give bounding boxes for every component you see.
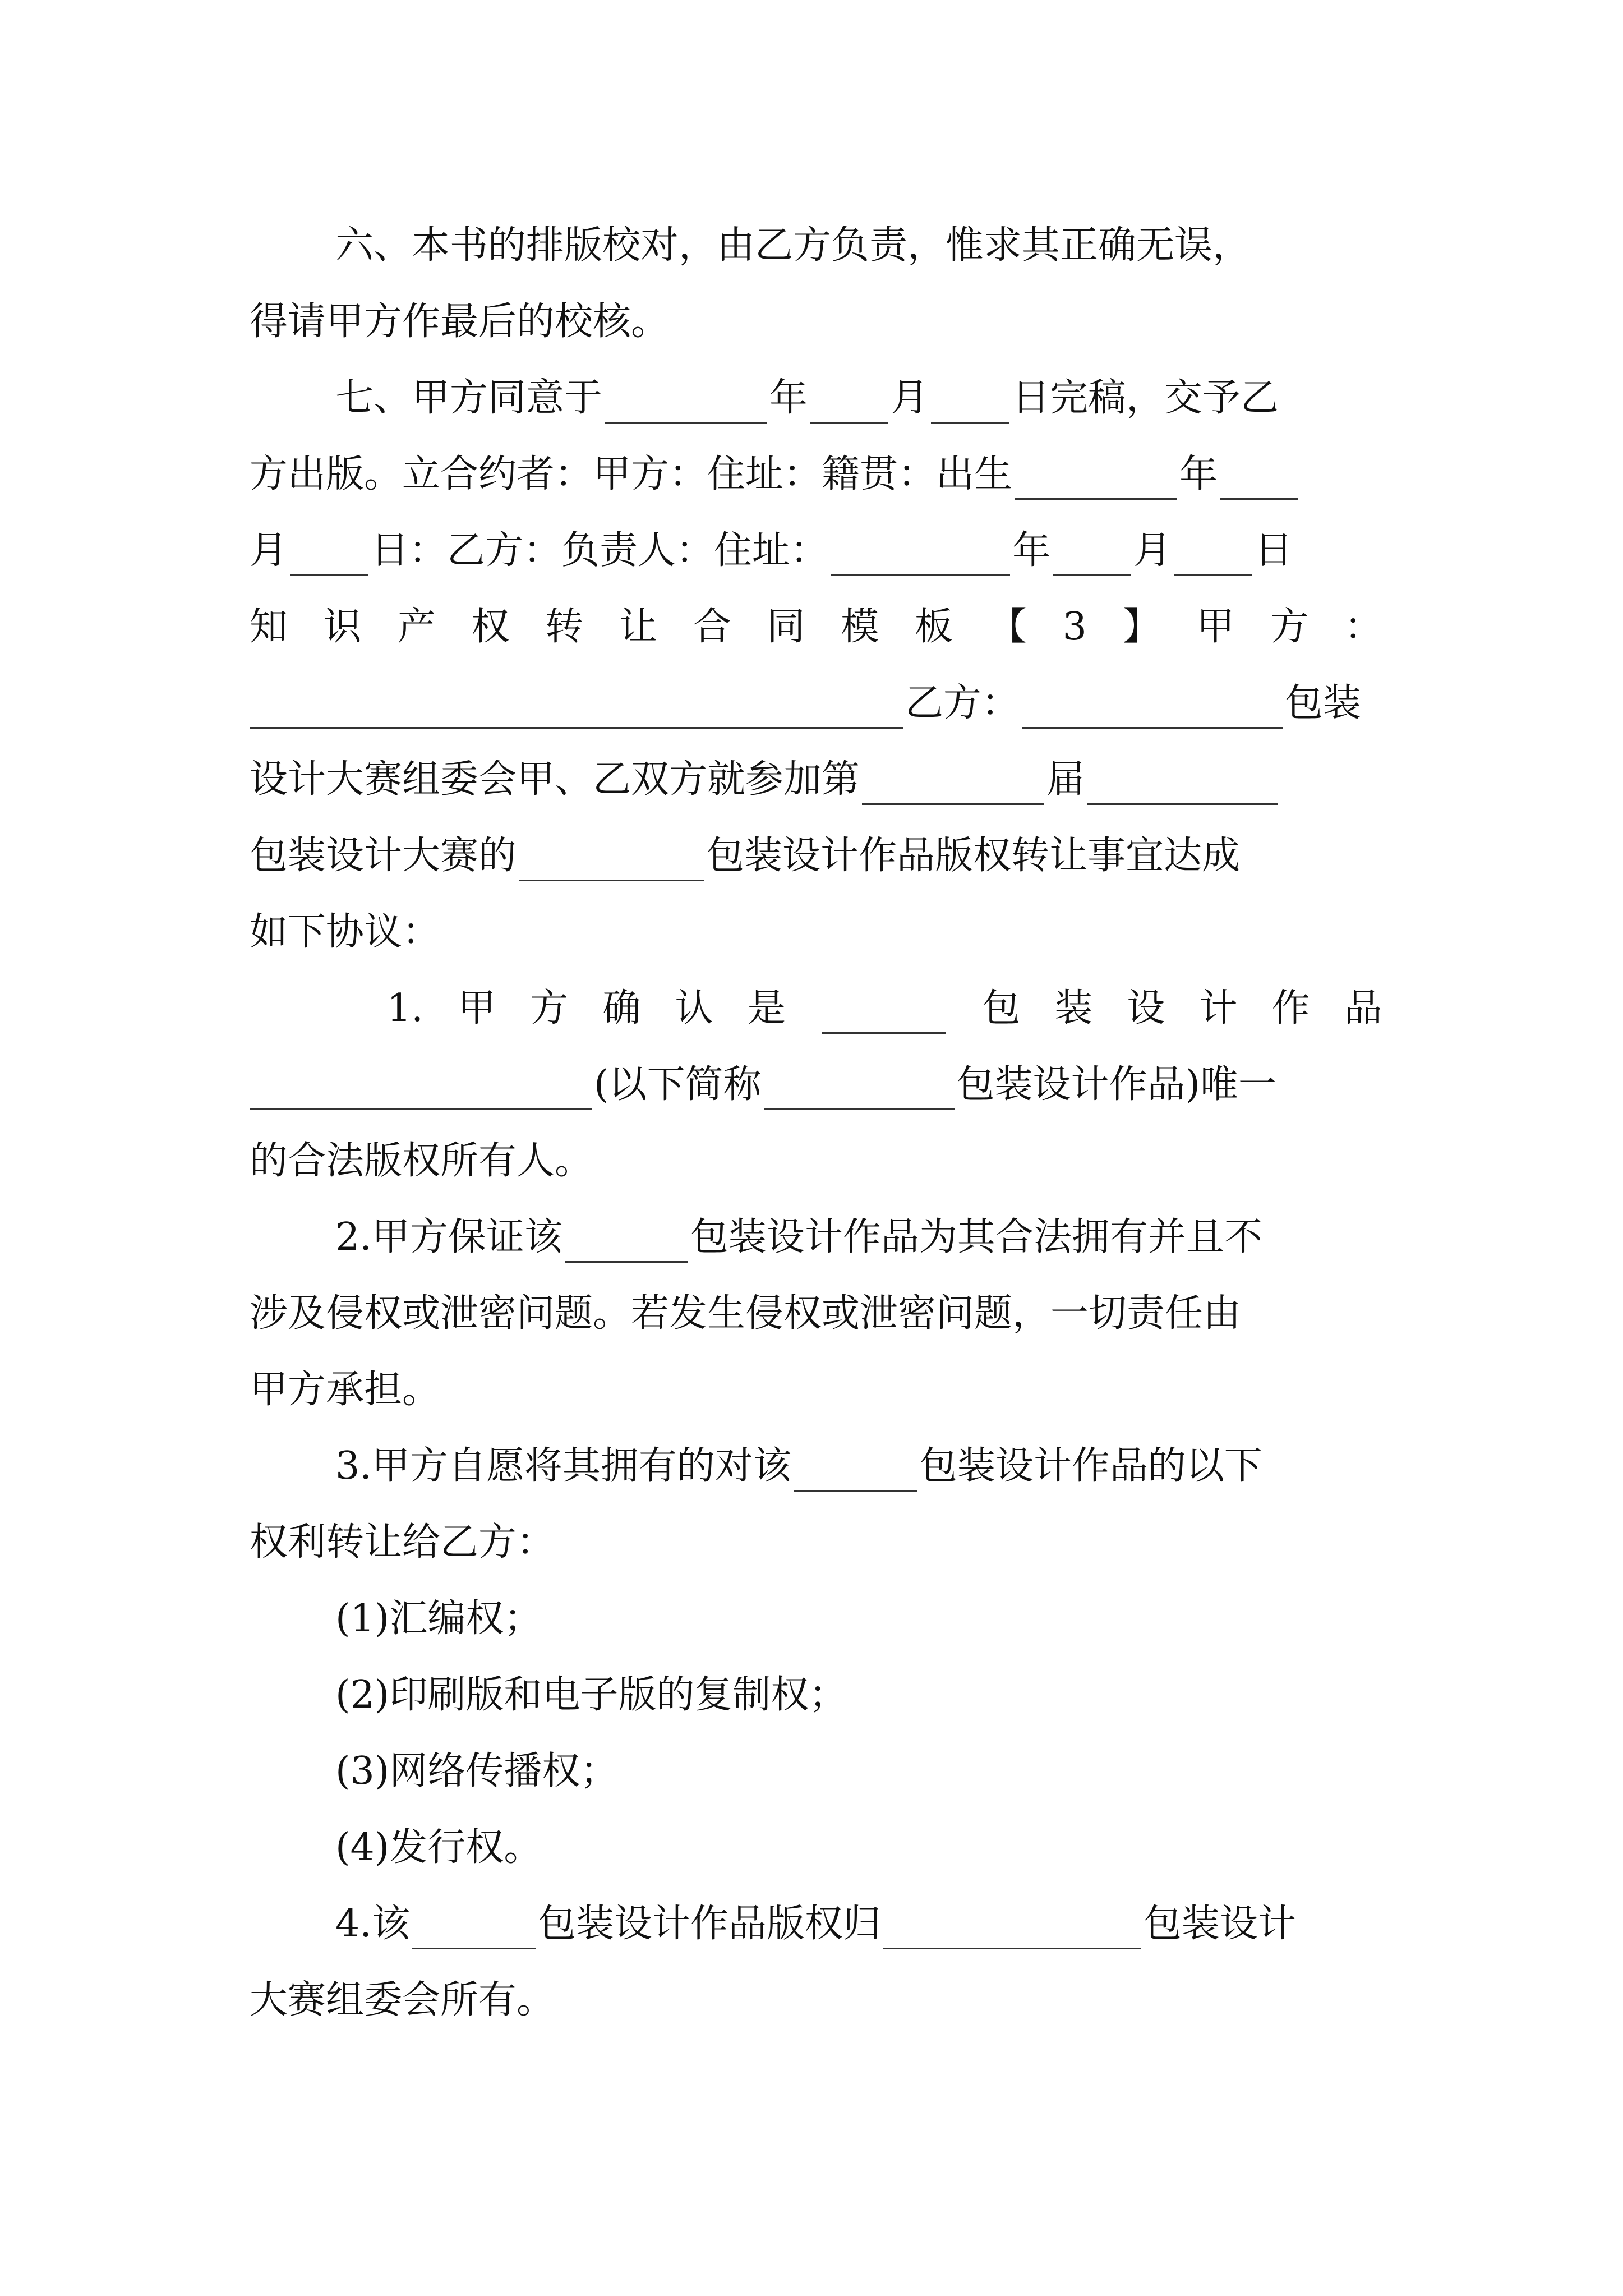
blank-work-field xyxy=(565,1222,688,1263)
item4-text: 4.该 xyxy=(335,1902,410,1946)
heading-char: 识 xyxy=(323,605,362,649)
item1-line2 xyxy=(250,1060,1382,1110)
item3-line2 xyxy=(250,1517,1382,1568)
blank-contest-field xyxy=(1087,764,1278,805)
item4-line1 xyxy=(335,1899,1382,1949)
template3-text: 包装设计作品版权转让事宜达成 xyxy=(706,834,1241,878)
blank-work-field xyxy=(822,993,946,1034)
blank-year-field xyxy=(831,535,1010,576)
item4-text: 包装设计作品版权归 xyxy=(537,1902,881,1946)
item2-line1 xyxy=(335,1212,1382,1263)
heading-char: 让 xyxy=(619,605,657,649)
clause7-text: 七、甲方同意于 xyxy=(335,376,603,420)
heading-char: 3 xyxy=(1062,605,1087,649)
heading-char: 转 xyxy=(545,605,584,649)
template3-text: 乙方： xyxy=(905,681,1020,725)
blank-session-field xyxy=(862,764,1044,805)
heading-char: 】 xyxy=(1122,605,1161,649)
heading-char: 产 xyxy=(397,605,436,649)
template3-text: 届 xyxy=(1046,757,1085,802)
blank-work-field xyxy=(412,1908,536,1949)
item3-text: 3.甲方自愿将其拥有的对该 xyxy=(335,1444,791,1488)
heading-char: 板 xyxy=(915,605,953,649)
template3-line6 xyxy=(250,754,1382,805)
clause7-text: 日：乙方：负责人：住址： xyxy=(371,528,829,573)
item1-char: 装 xyxy=(1054,986,1093,1030)
clause7-text: 方出版。立合约者：甲方：住址：籍贯：出生 xyxy=(250,452,1013,496)
item1-text: 包装设计作品)唯一 xyxy=(956,1062,1277,1107)
heading-char: 方 xyxy=(1270,605,1309,649)
blank-month-field xyxy=(1053,535,1131,576)
blank-year-field xyxy=(1015,459,1177,500)
template3-text: 包装设计大赛的 xyxy=(250,834,517,878)
item1-char: 确 xyxy=(602,986,641,1030)
clause7-text: 年 xyxy=(1179,452,1218,496)
heading-char: 合 xyxy=(693,605,731,649)
heading-char: 知 xyxy=(250,605,288,649)
item2-text: 2.甲方保证该 xyxy=(335,1215,562,1259)
rights-item xyxy=(335,1823,1382,1873)
clause6-text: 六、本书的排版校对，由乙方负责，惟求其正确无误， xyxy=(335,223,1251,268)
item1-text: 的合法版权所有人。 xyxy=(250,1139,593,1183)
template3-line7 xyxy=(250,831,1382,881)
blank-month-field xyxy=(1220,459,1298,500)
item4-text: 大赛组委会所有。 xyxy=(250,1978,555,2022)
item1-char: 1. xyxy=(387,986,423,1030)
template3-text: 包装 xyxy=(1285,681,1362,725)
heading-char: ： xyxy=(1344,605,1382,649)
template3-line8 xyxy=(250,907,1382,958)
blank-day-field xyxy=(1174,535,1252,576)
item1-char: 包 xyxy=(982,986,1021,1030)
blank-work-field xyxy=(794,1451,917,1492)
clause7-text: 年 xyxy=(769,376,808,420)
rights-text: (4)发行权。 xyxy=(335,1825,542,1870)
item3-text: 权利转让给乙方： xyxy=(250,1520,555,1565)
clause7-line1 xyxy=(335,373,1382,424)
blank-work-field xyxy=(519,840,704,881)
item4-text: 包装设计 xyxy=(1143,1902,1296,1946)
template3-text: 设计大赛组委会甲、乙双方就参加第 xyxy=(250,757,860,802)
item4-line2 xyxy=(250,1975,1382,2026)
heading-char: 同 xyxy=(767,605,805,649)
blank-organizer-field xyxy=(883,1908,1141,1949)
clause6-line1 xyxy=(335,220,1382,271)
rights-item xyxy=(335,1746,1382,1797)
rights-item xyxy=(335,1594,1382,1644)
blank-year-field xyxy=(605,383,767,424)
clause7-line3 xyxy=(250,526,1382,576)
item1-char: 作 xyxy=(1271,986,1310,1030)
item1-line3 xyxy=(250,1136,1382,1186)
template3-heading xyxy=(250,602,1382,652)
clause7-text: 月 xyxy=(250,528,288,573)
item3-line1 xyxy=(335,1441,1382,1492)
blank-month-field xyxy=(810,383,888,424)
heading-char: 模 xyxy=(841,605,879,649)
blank-party-a-field xyxy=(250,688,903,729)
item1-char: 方 xyxy=(530,986,569,1030)
clause7-text: 月 xyxy=(1133,528,1172,573)
clause6-text: 得请甲方作最后的校核。 xyxy=(250,300,670,344)
rights-text: (3)网络传播权； xyxy=(335,1749,619,1793)
clause7-text: 日 xyxy=(1255,528,1293,573)
item1-char: 甲 xyxy=(458,986,496,1030)
template3-line5 xyxy=(250,678,1382,729)
item1-char: 设 xyxy=(1127,986,1165,1030)
template3-text: 如下协议： xyxy=(250,910,441,954)
item2-line3 xyxy=(250,1365,1382,1415)
heading-char: 权 xyxy=(471,605,510,649)
item1-line1 xyxy=(387,983,1382,1034)
blank-work-title-field xyxy=(250,1069,592,1110)
blank-day-field xyxy=(931,383,1009,424)
item1-char: 计 xyxy=(1199,986,1238,1030)
item2-line2 xyxy=(250,1289,1382,1339)
item1-text: (以下简称 xyxy=(594,1062,762,1107)
blank-short-name-field xyxy=(764,1069,955,1110)
rights-item xyxy=(335,1670,1382,1720)
item2-text: 涉及侵权或泄密问题。若发生侵权或泄密问题，一切责任由 xyxy=(250,1291,1242,1336)
item2-text: 包装设计作品为其合法拥有并且不 xyxy=(690,1215,1262,1259)
clause7-text: 月 xyxy=(891,376,929,420)
clause7-line2 xyxy=(250,449,1382,500)
item3-text: 包装设计作品的以下 xyxy=(919,1444,1262,1488)
heading-char: 【 xyxy=(988,605,1027,649)
item2-text: 甲方承担。 xyxy=(250,1368,441,1412)
heading-char: 甲 xyxy=(1196,605,1235,649)
item1-char: 认 xyxy=(675,986,713,1030)
item1-char: 是 xyxy=(747,986,786,1030)
clause6-line2 xyxy=(250,297,1382,347)
rights-text: (1)汇编权； xyxy=(335,1596,542,1641)
rights-text: (2)印刷版和电子版的复制权； xyxy=(335,1673,847,1717)
clause7-text: 年 xyxy=(1012,528,1051,573)
blank-party-b-field xyxy=(1022,688,1283,729)
clause7-text: 日完稿，交予乙 xyxy=(1012,376,1279,420)
item1-char: 品 xyxy=(1344,986,1382,1030)
blank-day-field xyxy=(290,535,368,576)
